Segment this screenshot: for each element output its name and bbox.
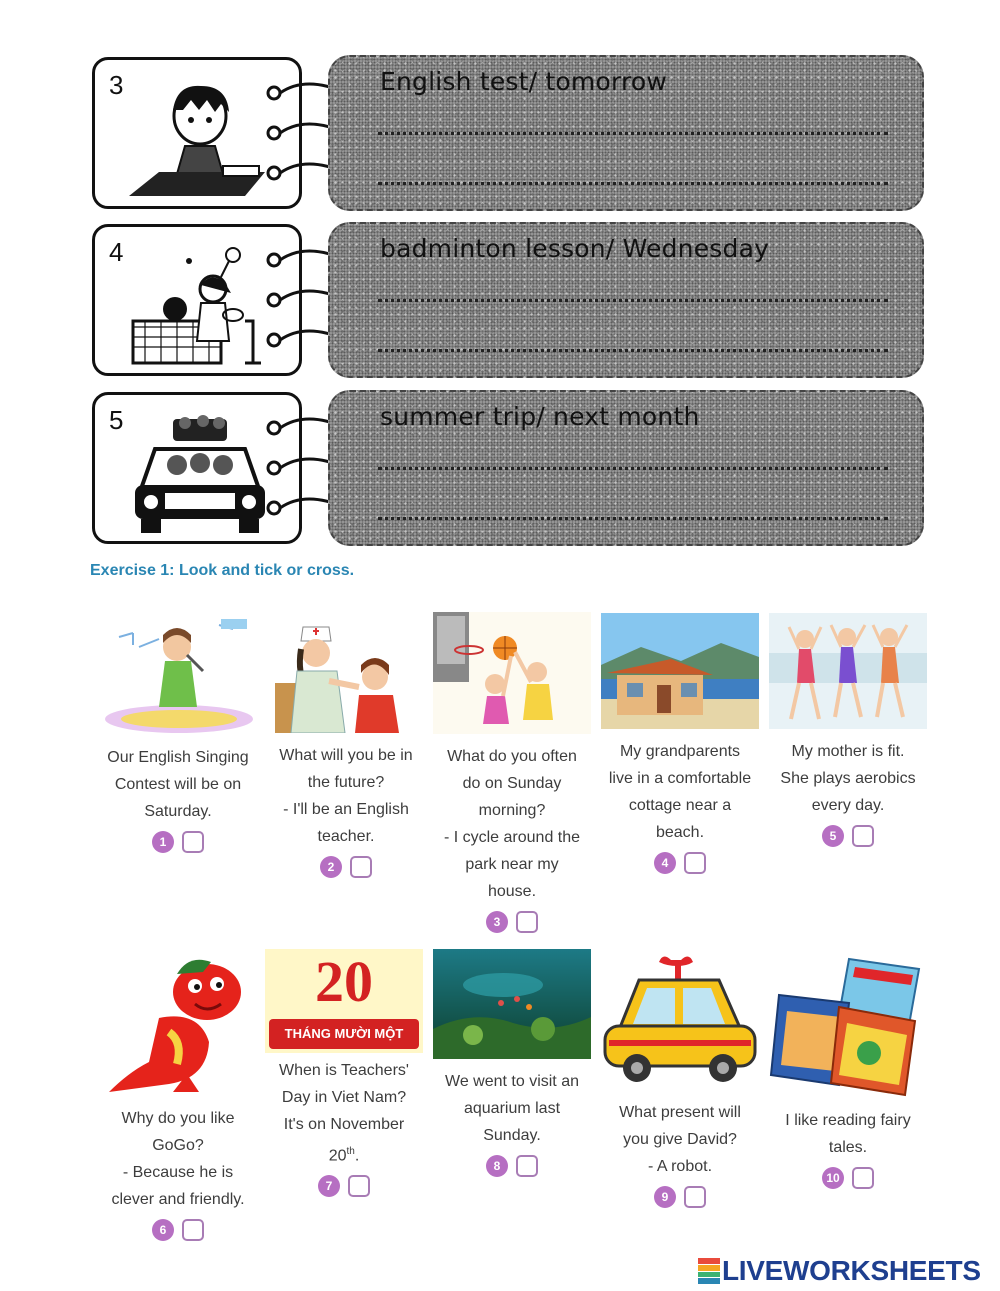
writing-panel — [328, 222, 924, 378]
tick-box[interactable] — [350, 856, 372, 878]
calendar-month: THÁNG MƯỜI MỘT — [269, 1019, 419, 1049]
answer-line-1[interactable] — [378, 298, 888, 302]
card-caption: I like reading fairy tales. — [785, 1112, 911, 1156]
writing-panel — [328, 390, 924, 546]
logo-bar — [698, 1278, 720, 1284]
exercise-card-6 — [98, 952, 258, 1241]
answer-row — [600, 852, 760, 874]
ordinal-suffix: th — [346, 1146, 355, 1157]
notebook-row-5 — [90, 390, 930, 550]
number-badge: 7 — [318, 1175, 340, 1197]
row-number: 4 — [109, 237, 124, 267]
gift-car-image — [601, 952, 759, 1090]
card-caption: Why do you like GoGo? - Because he is clever and friendly. — [111, 1110, 245, 1208]
card-caption: We went to visit an aquarium last Sunday. — [445, 1073, 579, 1144]
answer-line-1[interactable] — [378, 131, 888, 135]
row-number: 5 — [109, 405, 124, 435]
exercise-title: Exercise 1: Look and tick or cross. — [90, 562, 355, 579]
number-badge: 4 — [654, 852, 676, 874]
tick-box[interactable] — [684, 1186, 706, 1208]
answer-line-2[interactable] — [378, 181, 888, 185]
logo-text: LIVEWORKSHEETS — [722, 1255, 981, 1286]
card-caption: What present will you give David? - A robot. — [619, 1104, 741, 1175]
tick-box[interactable] — [852, 1167, 874, 1189]
tick-box[interactable] — [182, 1219, 204, 1241]
number-badge: 8 — [486, 1155, 508, 1177]
row-prompt: badminton lesson/ Wednesday — [380, 234, 770, 263]
aerobics-image — [769, 613, 927, 729]
boy-studying-icon — [125, 74, 275, 204]
answer-line-2[interactable] — [378, 348, 888, 352]
exercise-card-2 — [266, 615, 426, 878]
tick-box[interactable] — [348, 1175, 370, 1197]
card-caption: My grandparents live in a comfortable cottage near a beach. — [608, 743, 752, 841]
answer-row — [432, 911, 592, 933]
exercise-card-4 — [600, 613, 760, 874]
answer-line-2[interactable] — [378, 516, 888, 520]
card-caption: What do you often do on Sunday morning? - I cycle around the park near my house. — [443, 748, 581, 900]
number-badge: 5 — [822, 825, 844, 847]
row-prompt: summer trip/ next month — [380, 402, 700, 431]
answer-row — [768, 1167, 928, 1189]
answer-row — [98, 831, 258, 853]
answer-row — [600, 1186, 760, 1208]
answer-row — [264, 1175, 424, 1197]
singing-girl-image — [99, 615, 257, 735]
answer-line-1[interactable] — [378, 466, 888, 470]
exercise-card-7 — [264, 949, 424, 1197]
card-caption: Our English Singing Contest will be on Saturday. — [107, 749, 249, 820]
tick-box[interactable] — [516, 911, 538, 933]
card-caption: When is Teachers' Day in Viet Nam? It's on November 20th. — [279, 1062, 409, 1165]
tick-box[interactable] — [684, 852, 706, 874]
answer-row — [266, 856, 426, 878]
exercise-card-10 — [768, 955, 928, 1189]
notebook-row-4 — [90, 222, 930, 382]
number-badge: 9 — [654, 1186, 676, 1208]
number-badge: 10 — [822, 1167, 844, 1189]
number-badge: 6 — [152, 1219, 174, 1241]
tick-box[interactable] — [852, 825, 874, 847]
exercise-card-5 — [768, 613, 928, 847]
exercise-card-3 — [432, 612, 592, 933]
exercise-card-8 — [432, 949, 592, 1177]
answer-row — [98, 1219, 258, 1241]
notebook-row-3 — [90, 55, 930, 215]
family-car-icon — [125, 409, 275, 539]
exercise-card-9 — [600, 952, 760, 1208]
logo-mark-icon — [698, 1258, 720, 1284]
fairy-tale-books-image — [769, 955, 927, 1098]
red-dinosaur-image — [99, 952, 257, 1096]
exercise-card-1 — [98, 615, 258, 853]
row-number: 3 — [109, 70, 124, 100]
row-prompt: English test/ tomorrow — [380, 67, 668, 96]
number-badge: 3 — [486, 911, 508, 933]
answer-row — [432, 1155, 592, 1177]
writing-panel — [328, 55, 924, 211]
calendar-day: 20 — [315, 949, 373, 1014]
calendar-image — [265, 949, 423, 1053]
tick-box[interactable] — [516, 1155, 538, 1177]
aquarium-image — [433, 949, 591, 1059]
card-caption: What will you be in the future? - I'll be an English teacher. — [279, 747, 413, 845]
card-caption: My mother is fit. She plays aerobics every day. — [780, 743, 916, 814]
logo-bar — [698, 1272, 720, 1278]
liveworksheets-logo[interactable] — [698, 1255, 981, 1287]
logo-bar — [698, 1258, 720, 1264]
answer-row — [768, 825, 928, 847]
number-badge: 1 — [152, 831, 174, 853]
nurse-doctor-image — [267, 615, 425, 733]
logo-bar — [698, 1265, 720, 1271]
tick-box[interactable] — [182, 831, 204, 853]
number-badge: 2 — [320, 856, 342, 878]
badminton-girl-icon — [125, 241, 275, 371]
basketball-kids-image — [433, 612, 591, 734]
beach-cottage-image — [601, 613, 759, 729]
